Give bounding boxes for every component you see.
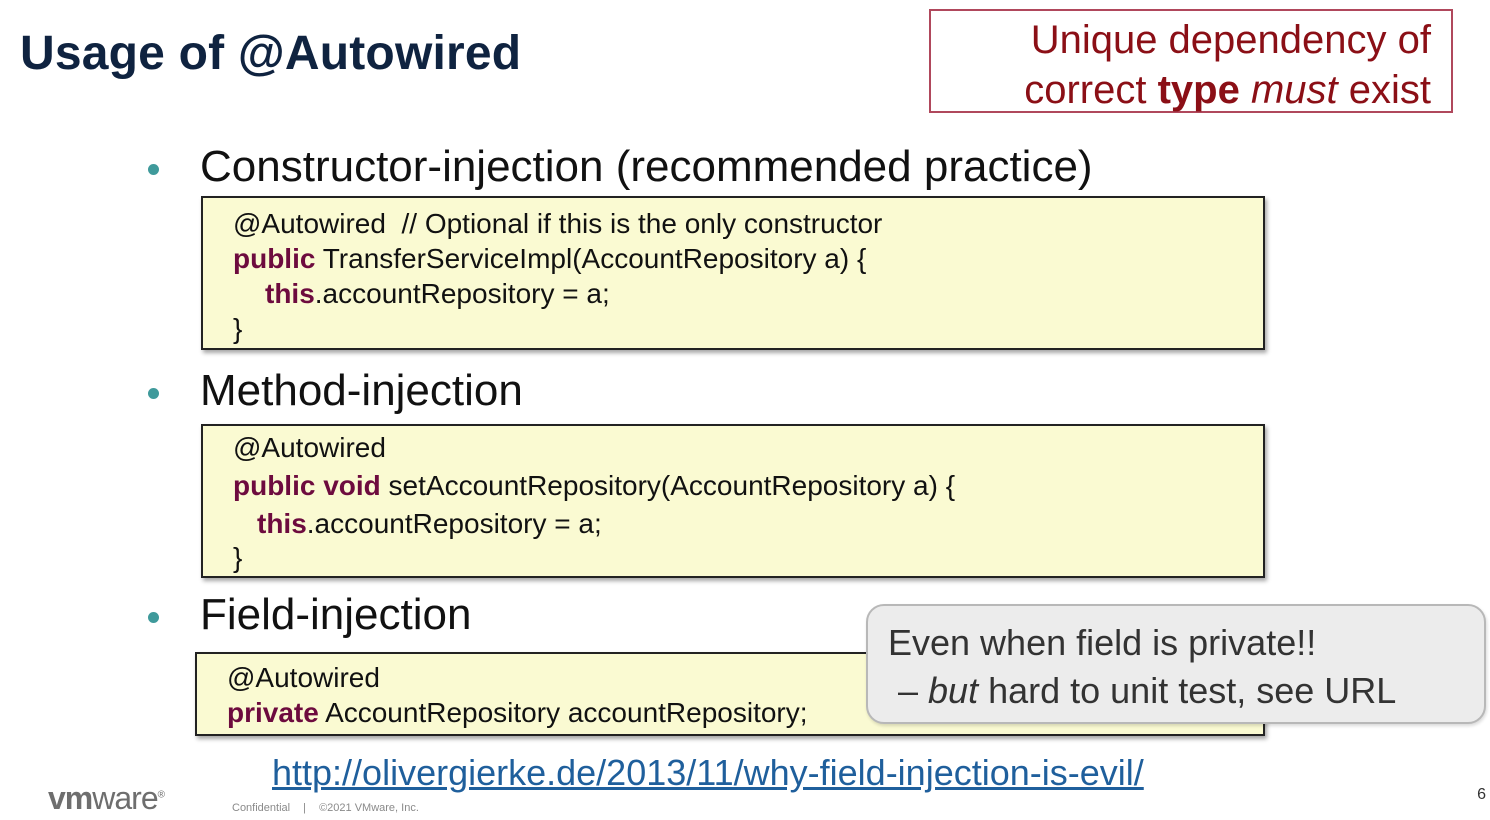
vmware-logo: vmware® [48,780,164,816]
code-line: @Autowired [233,432,386,463]
footer-text [232,802,419,814]
bullet-label: Constructor-injection (recommended practice) [200,142,1093,191]
reference-link[interactable]: http://olivergierke.de/2013/11/why-field-injection-is-evil/ [272,752,1144,793]
code-keyword: this [265,278,315,309]
note-italic-text: but [928,670,979,711]
callout-bold-text: type [1157,68,1240,112]
note-text: – [898,670,929,711]
callout-line-2 [931,65,1431,115]
code-text: TransferServiceImpl(AccountRepository a) { [315,243,867,274]
code-line [227,697,808,729]
note-line-1: Even when field is private!! [888,622,1317,663]
bullet-label: Method-injection [200,366,523,415]
code-block-method [201,424,1265,578]
code-line: } [233,542,243,573]
code-text: .accountRepository = a; [306,508,602,539]
note-text: hard to unit test, see URL [978,670,1397,711]
code-keyword: public void [233,470,381,501]
callout-line-1: Unique dependency of [1030,18,1431,62]
callout-text: exist [1337,68,1431,112]
code-block-constructor [201,196,1265,350]
code-line: @Autowired // Optional if this is the only constructor [233,208,883,239]
bullet-dot-icon [148,388,159,399]
bullet-dot-icon [148,612,159,623]
callout-italic-text: must [1250,68,1338,112]
callout-text: correct [1024,68,1158,112]
note-callout [866,604,1486,724]
callout-text [1240,68,1251,112]
page-number: 6 [1477,786,1486,803]
callout-box [929,9,1453,113]
code-line [233,470,955,502]
code-line [265,278,610,310]
note-line-2 [898,670,1396,712]
code-text: .accountRepository = a; [314,278,610,309]
copyright-label: ©2021 VMware, Inc. [319,802,419,814]
bullet-label: Field-injection [200,590,472,639]
code-line: } [233,313,243,344]
confidential-label: Confidential [232,802,291,814]
code-keyword: private [227,697,319,728]
code-text: setAccountRepository(AccountRepository a) { [380,470,956,501]
code-line: @Autowired [227,662,380,693]
code-text: AccountRepository accountRepository; [318,697,808,728]
code-keyword: this [257,508,307,539]
footer-separator: | [303,802,307,814]
code-line [233,243,866,275]
slide-title: Usage of @Autowired [20,27,522,80]
code-line [257,508,602,540]
code-keyword: public [233,243,316,274]
bullet-dot-icon [148,164,159,175]
